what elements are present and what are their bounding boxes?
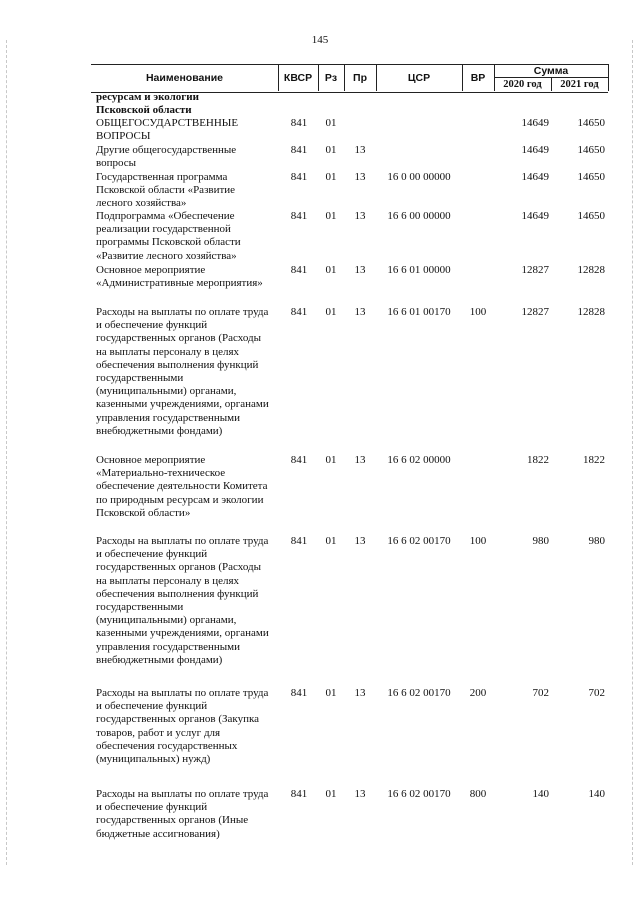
row-vr: 100 [469,535,487,547]
row-rz: 01 [325,144,337,156]
row-name: Расходы на выплаты по оплате труда и обеспечение функций государственных органов (Расходы на выплаты персоналу в целях обеспечения выполнения функций государственными (муниципальными) органами, казенными учреждениями, органами управления государственными внебюджетными фондами) [96,535,269,666]
row-name: Основное мероприятие «Административные мероприятия» [96,264,263,290]
row-rz: 01 [325,687,337,699]
row-kvsr: 841 [290,535,308,547]
row-name: Подпрограмма «Обеспечение реализации государственной программы Псковской области «Развитие лесного хозяйства» [96,210,241,262]
row-sum-2020: 14649 [521,117,549,129]
row-name: ОБЩЕГОСУДАРСТВЕННЫЕ ВОПРОСЫ [96,117,239,143]
row-sum-2021: 14650 [577,171,605,183]
row-name: Расходы на выплаты по оплате труда и обеспечение функций государственных органов (Иные бюджетные ассигнования) [96,788,269,840]
continuation-text [96,91,274,117]
row-kvsr: 841 [290,788,308,800]
row-kvsr: 841 [290,687,308,699]
row-vr: 800 [469,788,487,800]
row-kvsr: 841 [290,117,308,129]
row-rz: 01 [325,306,337,318]
row-csr: 16 6 02 00000 [387,454,451,466]
header-year-2021: 2021 год [560,78,599,90]
row-sum-2020: 140 [532,788,549,800]
row-pr: 13 [354,535,366,547]
row-pr: 13 [354,454,366,466]
row-sum-2021: 1822 [583,454,605,466]
row-rz: 01 [325,535,337,547]
row-sum-2020: 14649 [521,210,549,222]
scan-edge-right [632,40,633,865]
row-sum-2021: 12828 [577,306,605,318]
header-rz: Рз [324,71,338,84]
row-csr: 16 6 02 00170 [387,687,451,699]
row-rz: 01 [325,454,337,466]
header-name: Наименование [145,71,224,84]
row-rz: 01 [325,210,337,222]
row-sum-2020: 12827 [521,264,549,276]
row-csr: 16 6 02 00170 [387,788,451,800]
row-sum-2020: 702 [532,687,549,699]
continuation-line-1: ресурсам и экологии [96,91,199,103]
row-pr: 13 [354,171,366,183]
row-sum-2020: 14649 [521,171,549,183]
row-kvsr: 841 [290,306,308,318]
continuation-line-2: Псковской области [96,104,192,117]
row-sum-2021: 14650 [577,144,605,156]
row-sum-2021: 140 [588,788,605,800]
row-vr: 200 [469,687,487,699]
header-csr: ЦСР [407,71,431,84]
row-name: Основное мероприятие «Материально-техническое обеспечение деятельности Комитета по природным ресурсам и экологии Псковской области» [96,454,268,519]
row-sum-2021: 14650 [577,210,605,222]
row-sum-2020: 1822 [527,454,549,466]
row-csr: 16 6 01 00000 [387,264,451,276]
row-kvsr: 841 [290,144,308,156]
row-pr: 13 [354,210,366,222]
row-pr: 13 [354,144,366,156]
row-csr: 16 0 00 00000 [387,171,451,183]
row-name: Государственная программа Псковской области «Развитие лесного хозяйства» [96,171,236,210]
row-kvsr: 841 [290,264,308,276]
page-number: 145 [311,34,329,46]
row-pr: 13 [354,687,366,699]
row-csr: 16 6 00 00000 [387,210,451,222]
row-sum-2020: 14649 [521,144,549,156]
row-sum-2021: 12828 [577,264,605,276]
row-sum-2020: 980 [532,535,549,547]
row-csr: 16 6 01 00170 [387,306,451,318]
header-year-2020: 2020 год [503,78,542,90]
row-kvsr: 841 [290,171,308,183]
row-name: Расходы на выплаты по оплате труда и обеспечение функций государственных органов (Расходы на выплаты персоналу в целях обеспечения выполнения функций государственными (муниципальными) органами, казенными учреждениями, органами управления государственными внебюджетными фондами) [96,306,269,437]
row-pr: 13 [354,264,366,276]
header-pr: Пр [353,71,367,84]
row-sum-2021: 980 [588,535,605,547]
header-divider [608,64,609,91]
row-rz: 01 [325,117,337,129]
row-name: Другие общегосударственные вопросы [96,144,237,170]
row-csr: 16 6 02 00170 [387,535,451,547]
row-name: Расходы на выплаты по оплате труда и обеспечение функций государственных органов (Закупка товаров, работ и услуг для обеспечения государственных (муниципальных) нужд) [96,687,269,766]
header-sum: Сумма [533,64,569,77]
row-sum-2020: 12827 [521,306,549,318]
scan-edge-left [6,40,7,865]
header-kvsr: КВСР [283,71,313,84]
row-kvsr: 841 [290,210,308,222]
row-pr: 13 [354,306,366,318]
row-vr: 100 [469,306,487,318]
row-rz: 01 [325,171,337,183]
header-vr: ВР [470,71,486,84]
row-kvsr: 841 [290,454,308,466]
row-sum-2021: 702 [588,687,605,699]
row-sum-2021: 14650 [577,117,605,129]
row-rz: 01 [325,788,337,800]
row-pr: 13 [354,788,366,800]
row-rz: 01 [325,264,337,276]
